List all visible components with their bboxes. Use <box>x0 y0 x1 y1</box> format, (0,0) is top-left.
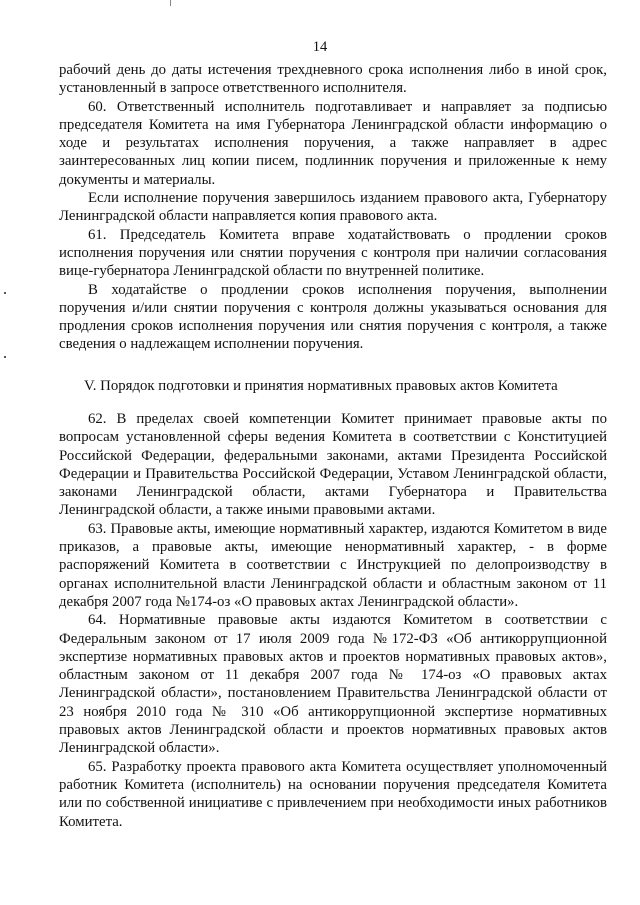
paragraph: 65. Разработку проекта правового акта Комитета осуществляет уполномоченный работник Комитета (исполнитель) на основании поручения председателя Комитета или по собственной инициативе с привлечением при необходимости иных работников Комитета. <box>59 758 607 830</box>
paragraph: рабочий день до даты истечения трехдневного срока исполнения либо в иной срок, установленный в запросе ответственного исполнителя. <box>59 62 607 97</box>
scan-mark <box>170 0 171 6</box>
paragraph: 63. Правовые акты, имеющие нормативный характер, издаются Комитетом в виде приказов, а правовые акты, имеющие ненормативный характер, - в форме распоряжений Комитета в соответствии с Инструкцией по делопроизводству в органах исполнительной власти Ленинградской области и областным законом от 11 декабря 2007 года №174-оз «О правовых актах Ленинградской области». <box>59 520 607 610</box>
text-block-top <box>59 61 607 354</box>
section-heading: V. Порядок подготовки и принятия нормативных правовых актов Комитета <box>84 378 558 394</box>
page-number: 14 <box>312 39 328 55</box>
paragraph: В ходатайстве о продлении сроков исполнения поручения, выполнении поручения и/или снятии поручения с контроля должны указываться основания для продления сроков исполнения поручения или снятия поручения с контроля, а также сведения о надлежащем исполнении поручения. <box>59 281 607 353</box>
scan-mark <box>4 292 6 294</box>
paragraph: 60. Ответственный исполнитель подготавливает и направляет за подписью председателя Комитета на имя Губернатора Ленинградской области информацию о ходе и результатах исполнения поручения, а также направляет в адрес заинтересованных лиц копии писем, подлинник поручения и приложенные к нему документы и материалы. <box>59 98 607 188</box>
paragraph: 62. В пределах своей компетенции Комитет принимает правовые акты по вопросам установленной сферы ведения Комитета в соответствии с Конституцией Российской Федерации, федеральными законами, актами Президента Российской Федерации и Правительства Российской Федерации, Уставом Ленинградской области, законами Ленинградской области, актами Губернатора и Правительства Ленинградской области, а также иными правовыми актами. <box>59 411 607 519</box>
paragraph: Если исполнение поручения завершилось изданием правового акта, Губернатору Ленинградской области направляется копия правового акта. <box>59 190 607 225</box>
paragraph: 61. Председатель Комитета вправе ходатайствовать о продлении сроков исполнения поручения или снятии поручения с контроля при наличии согласования вице-губернатора Ленинградской области по внутренней политике. <box>59 226 607 280</box>
paragraph: 64. Нормативные правовые акты издаются Комитетом в соответствии с Федеральным законом от 17 июля 2009 года №172-ФЗ «Об антикоррупционной экспертизе нормативных правовых актов и проектов нормативных правовых актов», областным законом от 11 декабря 2007 года № 174-оз «О правовых актах Ленинградской области», постановлением Правительства Ленинградской области от 23 ноября 2010 года № 310 «Об антикоррупционной экспертизе нормативных правовых актов Ленинградской области и проектов нормативных правовых актов Ленинградской области». <box>59 612 607 757</box>
text-block-bottom <box>59 410 607 831</box>
scan-mark <box>4 356 6 358</box>
